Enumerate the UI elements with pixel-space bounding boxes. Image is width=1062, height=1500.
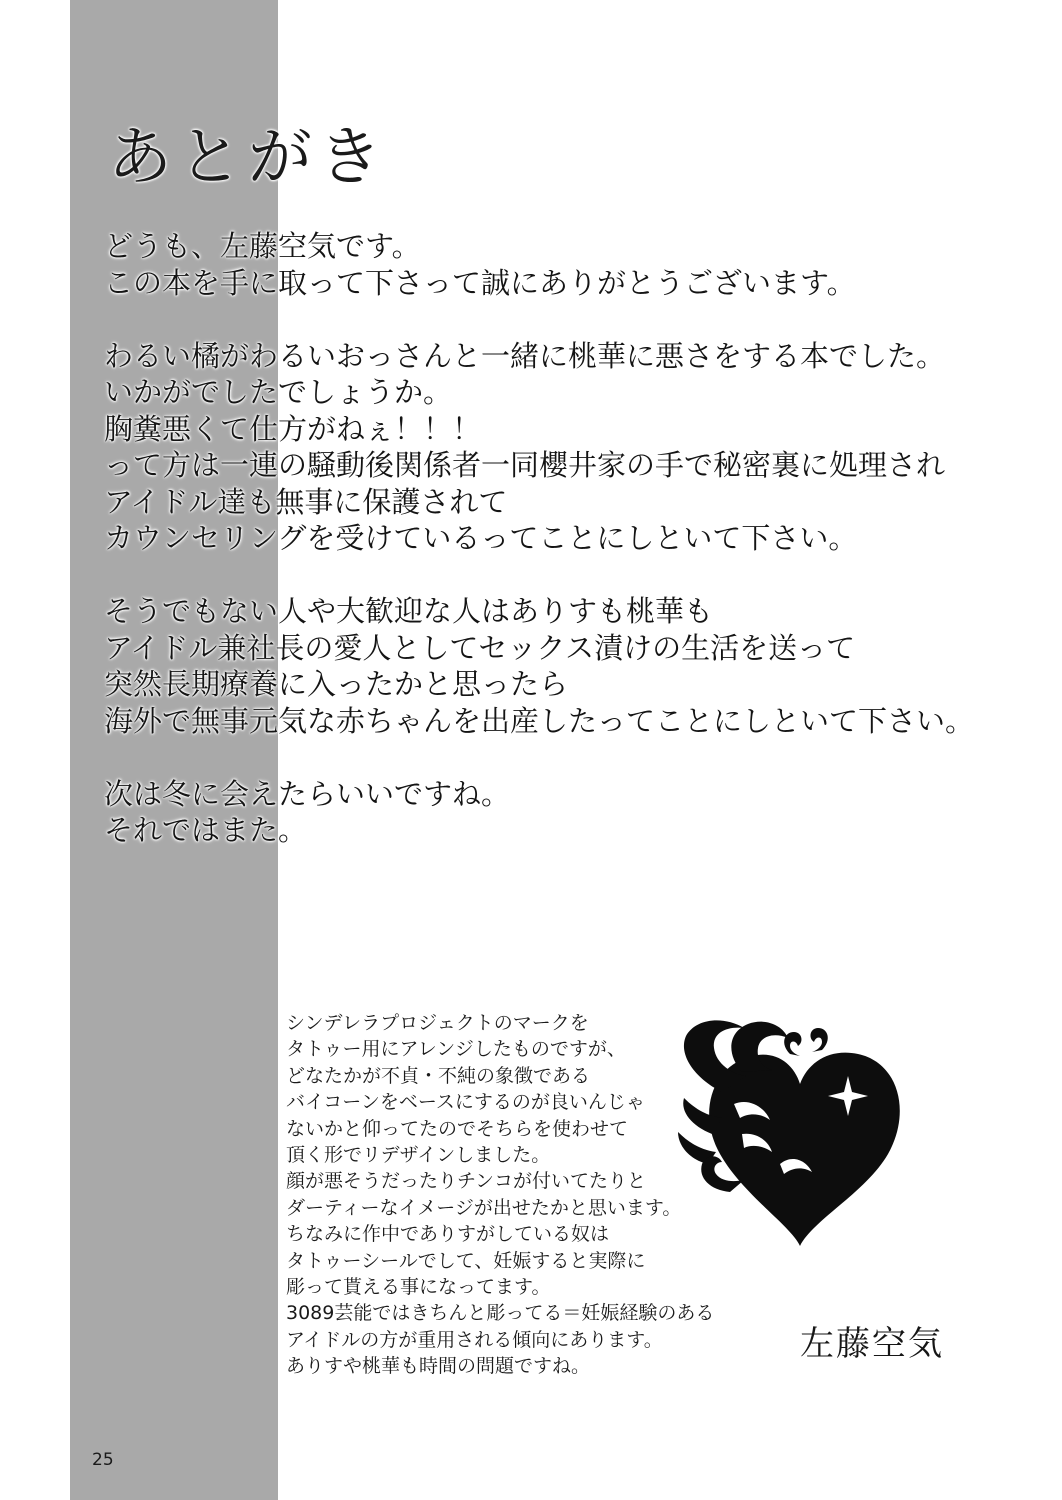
body-blank-line: [104, 557, 954, 594]
body-line: アイドル達も無事に保護されて: [104, 484, 508, 519]
note-line: アイドルの方が重用される傾向にあります。: [286, 1328, 663, 1351]
body-line: 突然長期療養に入ったかと思ったら: [104, 667, 569, 701]
body-line: 次は冬に会えたらいいですね。: [104, 776, 511, 811]
note-line: ありすや桃華も時間の問題ですね。: [286, 1355, 591, 1378]
body-line: どうも、左藤空気です。: [104, 229, 421, 263]
note-line: バイコーンをベースにするのが良いんじゃ: [286, 1091, 645, 1114]
note-line: 頂く形でリデザインしました。: [286, 1144, 551, 1167]
body-line: 海外で無事元気な赤ちゃんを出産したってことにしといて下さい。: [104, 703, 975, 738]
note-line: ダーティーなイメージが出せたかと思います。: [286, 1196, 682, 1219]
note-line: ちなみに作中でありすがしている奴は: [286, 1223, 610, 1246]
body-blank-line: [104, 739, 954, 776]
page-number: 25: [92, 1450, 114, 1470]
body-line: それではまた。: [104, 813, 308, 847]
body-line: 胸糞悪くて仕方がねぇ！！！: [104, 411, 482, 446]
body-line: いかがでしたでしょうか。: [104, 375, 453, 409]
body-line: この本を手に取って下さって誠にありがとうございます。: [104, 265, 856, 300]
body-blank-line: [104, 301, 954, 338]
body-line: そうでもない人や大歓迎な人はありすも桃華も: [104, 594, 714, 628]
bicorn-heart-emblem-icon: [672, 1014, 914, 1252]
note-line: 彫って貰える事になってます。: [286, 1276, 551, 1299]
note-line: 顔が悪そうだったりチンコが付いてたりと: [286, 1170, 647, 1193]
note-line: どなたかが不貞・不純の象徴である: [286, 1064, 591, 1087]
note-line: 3089芸能ではきちんと彫ってる＝妊娠経験のある: [286, 1302, 715, 1325]
author-signature: 左藤空気: [800, 1324, 944, 1364]
page-title: あとがき: [108, 121, 388, 195]
note-line: ないかと仰ってたのでそちらを使わせて: [286, 1117, 629, 1140]
note-line: タトゥー用にアレンジしたものですが、: [286, 1038, 626, 1061]
note-line: タトゥーシールでして、妊娠すると実際に: [286, 1249, 646, 1272]
body-line: わるい橘がわるいおっさんと一緒に桃華に悪さをする本でした。: [104, 338, 946, 373]
body-line: って方は一連の騒動後関係者一同櫻井家の手で秘密裏に処理され: [104, 448, 946, 482]
afterword-body: [104, 228, 975, 849]
body-line: アイドル兼社長の愛人としてセックス漬けの生活を送って: [104, 630, 856, 665]
body-line: カウンセリングを受けているってことにしといて下さい。: [104, 521, 858, 555]
note-line: シンデレラプロジェクトのマークを: [286, 1012, 589, 1034]
